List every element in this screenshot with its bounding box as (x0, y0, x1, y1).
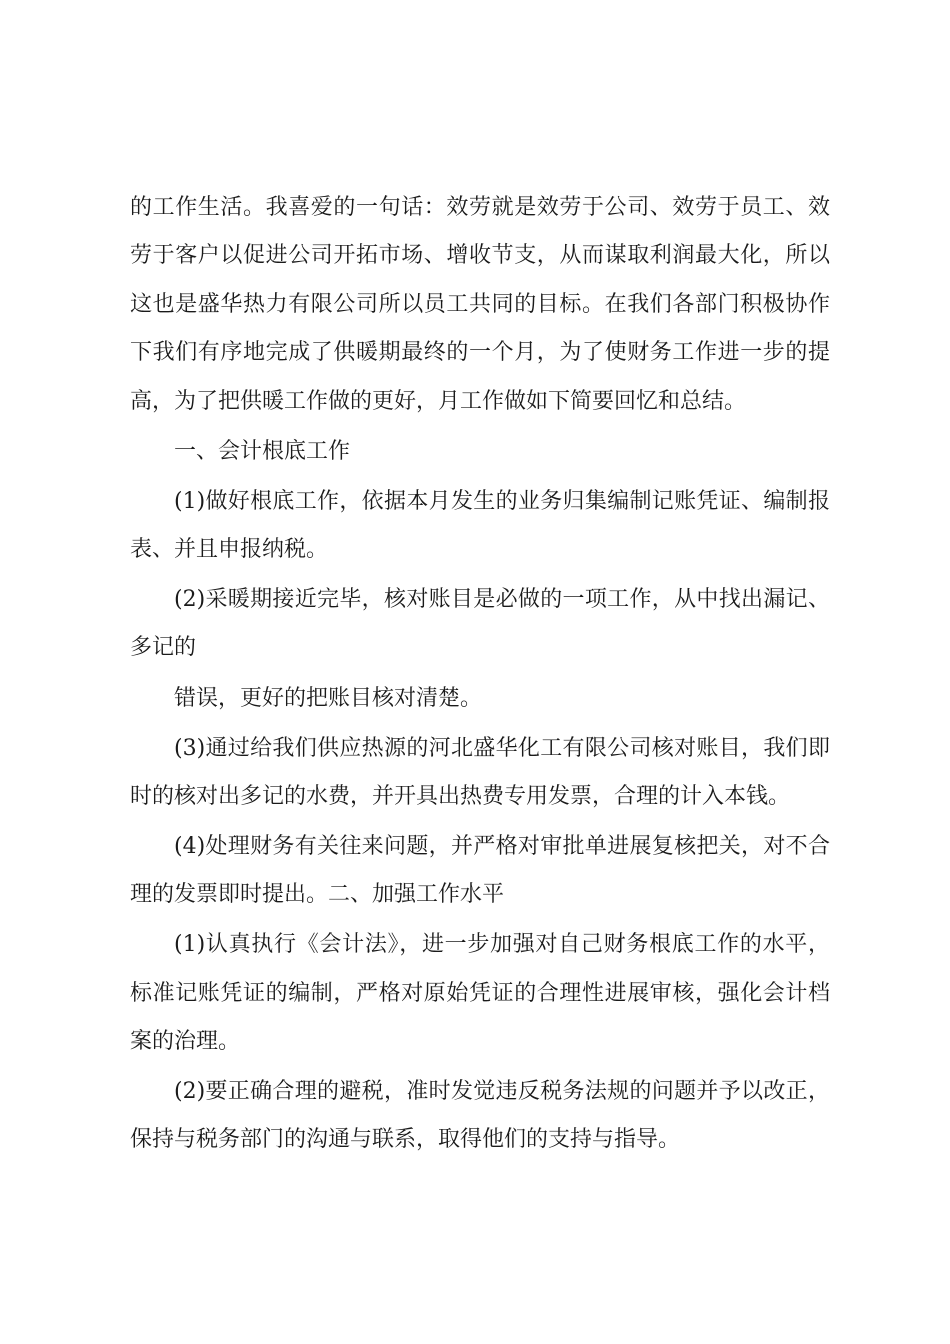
body-text-line: 下我们有序地完成了供暖期最终的一个月，为了使财务工作进一步的提 (130, 340, 830, 365)
body-text-line: 的工作生活。我喜爱的一句话：效劳就是效劳于公司、效劳于员工、效 (130, 195, 830, 220)
list-item-line: 多记的 (130, 635, 197, 660)
list-item-line: 错误，更好的把账目核对清楚。 (174, 686, 483, 711)
list-item-line: 理的发票即时提出。二、加强工作水平 (130, 882, 505, 907)
list-item-line: (1)做好根底工作，依据本月发生的业务归集编制记账凭证、编制报 (174, 489, 830, 514)
list-item-line: (2)采暖期接近完毕，核对账目是必做的一项工作，从中找出漏记、 (174, 587, 830, 612)
list-item-line: (2)要正确合理的避税，准时发觉违反税务法规的问题并予以改正， (174, 1079, 830, 1104)
list-item-line: 保持与税务部门的沟通与联系，取得他们的支持与指导。 (130, 1127, 681, 1152)
list-item-line: 案的治理。 (130, 1029, 241, 1054)
body-text-line: 高，为了把供暖工作做的更好，月工作做如下简要回忆和总结。 (130, 389, 747, 414)
list-item-line: 时的核对出多记的水费，并开具出热费专用发票，合理的计入本钱。 (130, 784, 791, 809)
section-heading: 一、会计根底工作 (174, 439, 351, 464)
list-item-line: (4)处理财务有关往来问题，并严格对审批单进展复核把关，对不合 (174, 834, 830, 859)
body-text-line: 劳于客户以促进公司开拓市场、增收节支，从而谋取利润最大化，所以 (130, 243, 830, 268)
body-text-line: 这也是盛华热力有限公司所以员工共同的目标。在我们各部门积极协作 (130, 292, 830, 317)
list-item-line: (3)通过给我们供应热源的河北盛华化工有限公司核对账目，我们即 (174, 736, 830, 761)
list-item-line: (1)认真执行《会计法》，进一步加强对自己财务根底工作的水平， (174, 932, 830, 957)
list-item-line: 表、并且申报纳税。 (130, 537, 329, 562)
list-item-line: 标准记账凭证的编制，严格对原始凭证的合理性进展审核，强化会计档 (130, 981, 830, 1006)
